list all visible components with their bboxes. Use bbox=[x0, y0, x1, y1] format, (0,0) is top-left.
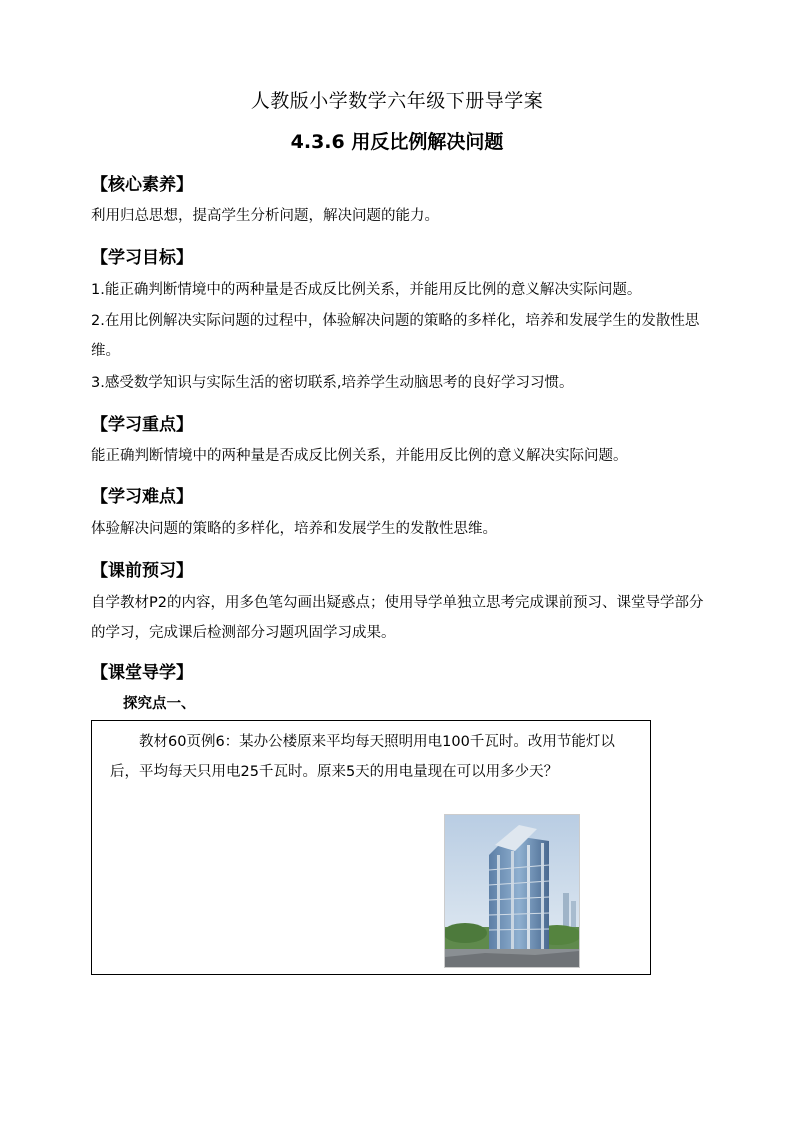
example-text: 教材60页例6：某办公楼原来平均每天照明用电100千瓦时。改用节能灯以后，平均每天只用电25千瓦时。原来5天的用电量现在可以用多少天？ bbox=[110, 734, 615, 780]
heading-preview: 【课前预习】 bbox=[91, 561, 193, 581]
lesson-title: 4.3.6 用反比例解决问题 bbox=[290, 131, 504, 153]
document-title: 人教版小学数学六年级下册导学案 bbox=[250, 90, 544, 112]
core-text: 利用归总思想，提高学生分析问题，解决问题的能力。 bbox=[91, 208, 439, 224]
example-box bbox=[91, 720, 651, 975]
heading-guide: 【课堂导学】 bbox=[91, 663, 193, 683]
explore-point-label: 探究点一、 bbox=[123, 696, 196, 712]
heading-goals: 【学习目标】 bbox=[91, 248, 193, 268]
goal-item-2: 2.在用比例解决实际问题的过程中，体验解决问题的策略的多样化，培养和发展学生的发散性思维。 bbox=[91, 313, 700, 359]
heading-key: 【学习重点】 bbox=[91, 415, 193, 435]
difficulty-text: 体验解决问题的策略的多样化，培养和发展学生的发散性思维。 bbox=[91, 521, 497, 537]
office-building-image bbox=[444, 814, 580, 968]
goal-item-3: 3.感受数学知识与实际生活的密切联系,培养学生动脑思考的良好学习习惯。 bbox=[91, 375, 574, 391]
preview-text: 自学教材P2的内容，用多色笔勾画出疑惑点；使用导学单独立思考完成课前预习、课堂导学部分的学习，完成课后检测部分习题巩固学习成果。 bbox=[91, 595, 704, 641]
goal-item-1: 1.能正确判断情境中的两种量是否成反比例关系，并能用反比例的意义解决实际问题。 bbox=[91, 282, 642, 298]
heading-core: 【核心素养】 bbox=[91, 175, 193, 195]
heading-difficulty: 【学习难点】 bbox=[91, 487, 193, 507]
key-text: 能正确判断情境中的两种量是否成反比例关系，并能用反比例的意义解决实际问题。 bbox=[91, 448, 628, 464]
